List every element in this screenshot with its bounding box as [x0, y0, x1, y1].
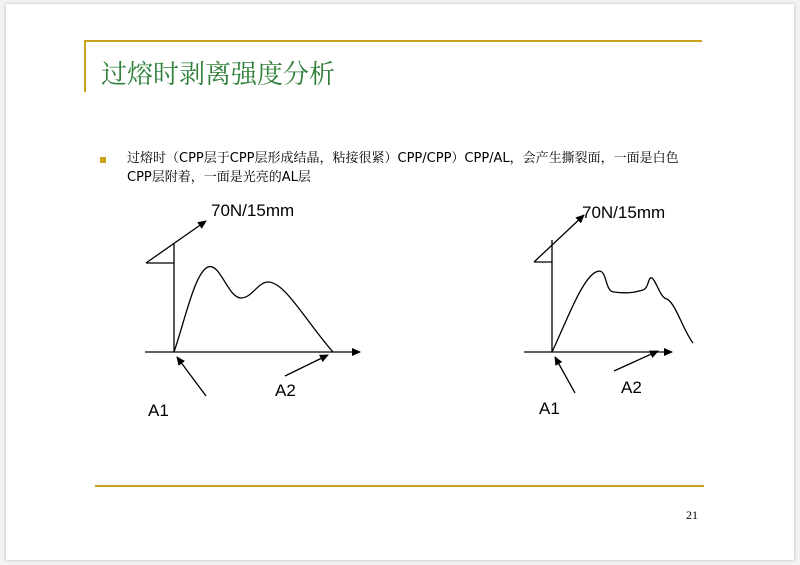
right-a2-arrow — [614, 351, 658, 371]
slide-title: 过熔时剥离强度分析 — [101, 60, 336, 90]
right-force-label: 70N/15mm — [582, 203, 666, 222]
left-force-arrow — [146, 221, 206, 263]
diagram-right — [524, 215, 693, 393]
right-a1-arrow — [555, 357, 575, 393]
right-label-a1: A1 — [539, 399, 560, 418]
left-peel-curve — [174, 267, 333, 352]
right-peel-curve — [552, 271, 693, 352]
left-a1-arrow — [177, 357, 206, 396]
page-number: 21 — [686, 508, 698, 522]
left-label-a2: A2 — [275, 381, 296, 400]
footer-divider — [95, 485, 704, 487]
left-a2-arrow — [285, 355, 328, 376]
right-force-arrow — [534, 215, 584, 262]
bullet-text: 过熔时（CPP层于CPP层形成结晶，粘接很紧）CPP/CPP）CPP/AL，会产生撕裂面，一面是白色CPP层附着，一面是光亮的AL层 — [127, 151, 679, 185]
diagram-left — [145, 221, 360, 396]
left-force-label: 70N/15mm — [211, 201, 295, 220]
left-label-a1: A1 — [148, 401, 169, 420]
right-label-a2: A2 — [621, 378, 642, 397]
